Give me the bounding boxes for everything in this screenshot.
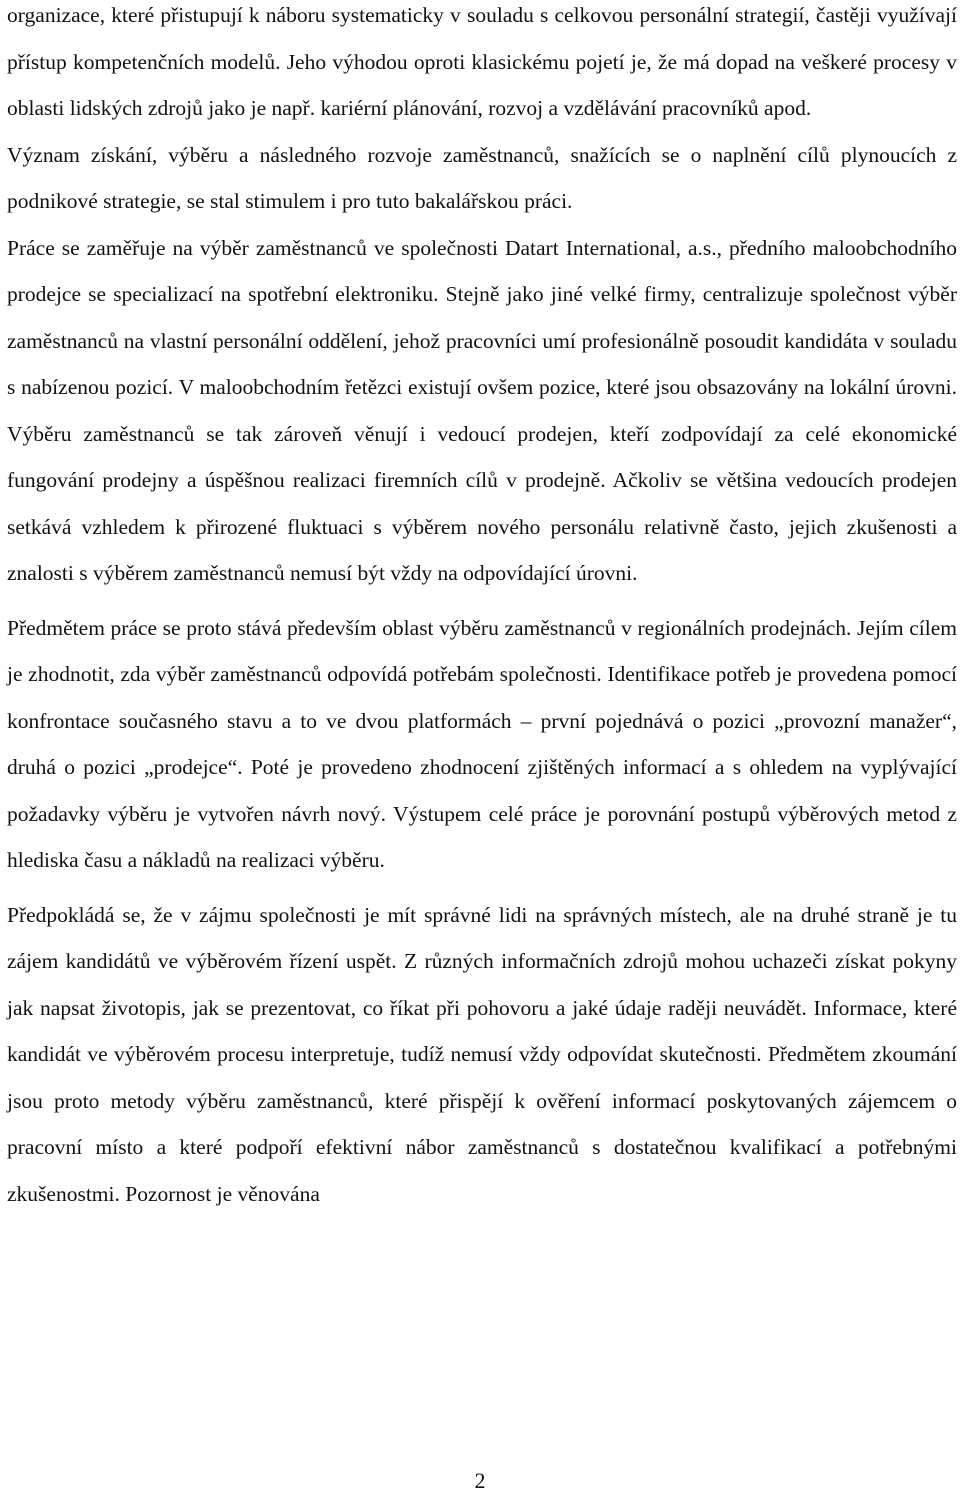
page-number: 2	[474, 1468, 486, 1493]
paragraph-thesis-motivation: Význam získání, výběru a následného rozvoje zaměstnanců, snažících se o naplnění cílů plynoucích z podnikové strategie, se stal stimulem i pro tuto bakalářskou práci.	[7, 142, 957, 213]
paragraph-assumptions: Předpokládá se, že v zájmu společnosti je mít správné lidi na správných místech, ale na druhé straně je tu zájem kandidátů ve výběrovém řízení uspět. Z různých informačních zdrojů mohou uchazeči získat pokyny jak napsat životopis, jak se prezentovat, co říkat při pohovoru a jaké údaje raději neuvádět. Informace, které kandidát ve výběrovém procesu interpretuje, tudíž nemusí vždy odpovídat skutečnosti. Předmětem zkoumání jsou proto metody výběru zaměstnanců, které přispějí k ověření informací poskytovaných zájemcem o pracovní místo a které podpoří efektivní nábor zaměstnanců s dostatečnou kvalifikací a potřebnými zkušenostmi. Pozornost je věnována	[7, 902, 957, 1206]
document-page	[7, 0, 957, 1217]
paragraph-thesis-subject: Předmětem práce se proto stává především oblast výběru zaměstnanců v regionálních prodejnách. Jejím cílem je zhodnotit, zda výběr zaměstnanců odpovídá potřebám společnosti. Identifikace potřeb je provedena pomocí konfrontace současného stavu a to ve dvou platformách – první pojednává o pozici „provozní manažer“, druhá o pozici „prodejce“. Poté je provedeno zhodnocení zjištěných informací a s ohledem na vyplývající požadavky výběru je vytvořen návrh nový. Výstupem celé práce je porovnání postupů výběrových metod z hlediska času a nákladů na realizaci výběru.	[7, 615, 957, 872]
paragraph-recruitment-strategy: organizace, které přistupují k náboru systematicky v souladu s celkovou personální strategií, častěji využívají přístup kompetenčních modelů. Jeho výhodou oproti klasickému pojetí je, že má dopad na veškeré procesy v oblasti lidských zdrojů jako je např. kariérní plánování, rozvoj a vzdělávání pracovníků apod.	[7, 3, 957, 120]
paragraph-company-focus: Práce se zaměřuje na výběr zaměstnanců ve společnosti Datart International, a.s., předního maloobchodního prodejce se specializací na spotřební elektroniku. Stejně jako jiné velké firmy, centralizuje společnost výběr zaměstnanců na vlastní personální oddělení, jehož pracovníci umí profesionálně posoudit kandidáta v souladu s nabízenou pozicí. V maloobchodním řetězci existují ovšem pozice, které jsou obsazovány na lokální úrovni. Výběru zaměstnanců se tak zároveň věnují i vedoucí prodejen, kteří zodpovídají za celé ekonomické fungování prodejny a úspěšnou realizaci firemních cílů v prodejně. Ačkoliv se většina vedoucích prodejen setkává vzhledem k přirozené fluktuaci s výběrem nového personálu relativně často, jejich zkušenosti a znalosti s výběrem zaměstnanců nemusí být vždy na odpovídající úrovni.	[7, 235, 957, 585]
